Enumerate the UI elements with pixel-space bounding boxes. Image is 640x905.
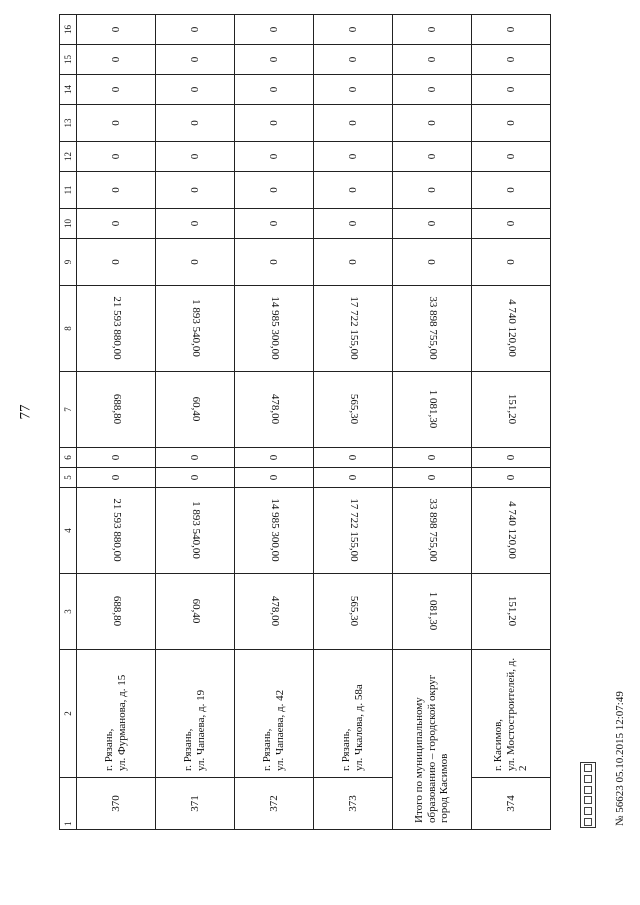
- total-label-line: образованию – городской округ: [425, 674, 438, 823]
- address-line: г. Рязань,: [103, 728, 116, 771]
- col-num-5: 5: [60, 468, 77, 488]
- data-table: [59, 14, 551, 830]
- row-id-cell: 374: [472, 778, 551, 830]
- area-repeat-cell: 688,80: [77, 372, 156, 448]
- address-line: г. Рязань,: [182, 728, 195, 771]
- area-cell: 478,00: [235, 574, 314, 650]
- area-repeat-cell: 151,20: [472, 372, 551, 448]
- address-line: г. Рязань,: [261, 728, 274, 771]
- address-line: ул. Фурманова, д. 15: [116, 674, 128, 771]
- cell-14: 0: [235, 75, 314, 105]
- cell-15: 0: [472, 45, 551, 75]
- cell-9: 0: [472, 239, 551, 286]
- col-num-4: 4: [60, 488, 77, 574]
- cell-14: 0: [472, 75, 551, 105]
- cell-9: 0: [235, 239, 314, 286]
- area-repeat-cell: 1 081,30: [393, 372, 472, 448]
- col-num-15: 15: [60, 45, 77, 75]
- cell-12: 0: [472, 142, 551, 172]
- col-num-12: 12: [60, 142, 77, 172]
- cell-16: 0: [77, 15, 156, 45]
- total-label-line: город Касимов: [438, 753, 451, 823]
- cell-11: 0: [393, 172, 472, 209]
- cell-10: 0: [235, 209, 314, 239]
- address-cell: [235, 650, 314, 778]
- table-row: [235, 15, 314, 830]
- table-row: [156, 15, 235, 830]
- area-repeat-cell: 565,30: [314, 372, 393, 448]
- cost-cell: 14 985 300,00: [235, 488, 314, 574]
- cell-6: 0: [393, 448, 472, 468]
- area-cell: 60,40: [156, 574, 235, 650]
- cell-16: 0: [393, 15, 472, 45]
- registration-stamp-emblem: [574, 742, 600, 828]
- table-row: [314, 15, 393, 830]
- col-num-14: 14: [60, 75, 77, 105]
- address-cell: [472, 650, 551, 778]
- row-id-cell: 371: [156, 778, 235, 830]
- cell-12: 0: [314, 142, 393, 172]
- cost-cell: 21 593 880,00: [77, 488, 156, 574]
- col-num-8: 8: [60, 286, 77, 372]
- cell-10: 0: [156, 209, 235, 239]
- cell-11: 0: [472, 172, 551, 209]
- cell-14: 0: [393, 75, 472, 105]
- area-cell: 1 081,30: [393, 574, 472, 650]
- cost-cell: 4 740 120,00: [472, 488, 551, 574]
- col-num-9: 9: [60, 239, 77, 286]
- cell-12: 0: [156, 142, 235, 172]
- address-line: ул. Чапаева, д. 19: [195, 689, 207, 771]
- cell-13: 0: [156, 105, 235, 142]
- area-cell: 151,20: [472, 574, 551, 650]
- address-line: ул. Мостостроителей, д. 2: [504, 657, 530, 771]
- col-num-3: 3: [60, 574, 77, 650]
- area-repeat-cell: 60,40: [156, 372, 235, 448]
- row-id-cell: 373: [314, 778, 393, 830]
- cost-repeat-cell: 21 593 880,00: [77, 286, 156, 372]
- total-label-line: Итого по муниципальному: [413, 697, 426, 823]
- cost-cell: 33 898 755,00: [393, 488, 472, 574]
- cell-6: 0: [314, 448, 393, 468]
- col-num-16: 16: [60, 15, 77, 45]
- cell-10: 0: [472, 209, 551, 239]
- col-num-13: 13: [60, 105, 77, 142]
- cost-repeat-cell: 4 740 120,00: [472, 286, 551, 372]
- cell-5: 0: [156, 468, 235, 488]
- stamp-barcode-icon: [580, 762, 596, 828]
- address-cell: [314, 650, 393, 778]
- address-line: г. Рязань,: [340, 728, 353, 771]
- cell-5: 0: [314, 468, 393, 488]
- cell-14: 0: [77, 75, 156, 105]
- cell-9: 0: [77, 239, 156, 286]
- cell-12: 0: [393, 142, 472, 172]
- total-label-cell: [393, 650, 472, 830]
- cell-10: 0: [393, 209, 472, 239]
- cell-9: 0: [314, 239, 393, 286]
- address-line: ул. Чкалова, д. 58а: [353, 684, 365, 771]
- cell-5: 0: [235, 468, 314, 488]
- cell-16: 0: [314, 15, 393, 45]
- cell-15: 0: [77, 45, 156, 75]
- cost-repeat-cell: 1 893 540,00: [156, 286, 235, 372]
- registration-stamp-text: № 56623 05.10.2015 12:07:49: [614, 691, 626, 826]
- cell-13: 0: [472, 105, 551, 142]
- cell-13: 0: [393, 105, 472, 142]
- cell-6: 0: [156, 448, 235, 468]
- cell-15: 0: [156, 45, 235, 75]
- cell-11: 0: [77, 172, 156, 209]
- cell-10: 0: [314, 209, 393, 239]
- area-cell: 688,80: [77, 574, 156, 650]
- col-num-2: 2: [60, 650, 77, 778]
- col-num-1: 1: [60, 778, 77, 830]
- cell-16: 0: [472, 15, 551, 45]
- cell-12: 0: [77, 142, 156, 172]
- cost-cell: 1 893 540,00: [156, 488, 235, 574]
- table-row: [77, 15, 156, 830]
- cell-15: 0: [314, 45, 393, 75]
- cost-repeat-cell: 33 898 755,00: [393, 286, 472, 372]
- address-line: г. Касимов,: [492, 718, 505, 771]
- col-num-6: 6: [60, 448, 77, 468]
- cell-6: 0: [77, 448, 156, 468]
- cell-9: 0: [393, 239, 472, 286]
- cell-16: 0: [156, 15, 235, 45]
- cell-14: 0: [314, 75, 393, 105]
- cost-repeat-cell: 17 722 155,00: [314, 286, 393, 372]
- cell-5: 0: [472, 468, 551, 488]
- table-total-row: [393, 15, 472, 830]
- area-repeat-cell: 478,00: [235, 372, 314, 448]
- cell-9: 0: [156, 239, 235, 286]
- cell-6: 0: [472, 448, 551, 468]
- cell-14: 0: [156, 75, 235, 105]
- cell-6: 0: [235, 448, 314, 468]
- address-cell: [156, 650, 235, 778]
- cell-13: 0: [77, 105, 156, 142]
- cell-16: 0: [235, 15, 314, 45]
- address-line: ул. Чапаева, д. 42: [274, 689, 286, 771]
- row-id-cell: 372: [235, 778, 314, 830]
- column-number-row: [60, 15, 77, 830]
- cell-12: 0: [235, 142, 314, 172]
- page-number: 77: [17, 404, 34, 420]
- row-id-cell: 370: [77, 778, 156, 830]
- area-cell: 565,30: [314, 574, 393, 650]
- cell-15: 0: [235, 45, 314, 75]
- address-cell: [77, 650, 156, 778]
- cell-5: 0: [393, 468, 472, 488]
- cell-13: 0: [314, 105, 393, 142]
- col-num-11: 11: [60, 172, 77, 209]
- table-row: [472, 15, 551, 830]
- cost-cell: 17 722 155,00: [314, 488, 393, 574]
- col-num-10: 10: [60, 209, 77, 239]
- cell-15: 0: [393, 45, 472, 75]
- col-num-7: 7: [60, 372, 77, 448]
- cell-10: 0: [77, 209, 156, 239]
- cell-11: 0: [156, 172, 235, 209]
- cell-11: 0: [235, 172, 314, 209]
- cell-5: 0: [77, 468, 156, 488]
- cost-repeat-cell: 14 985 300,00: [235, 286, 314, 372]
- cell-13: 0: [235, 105, 314, 142]
- cell-11: 0: [314, 172, 393, 209]
